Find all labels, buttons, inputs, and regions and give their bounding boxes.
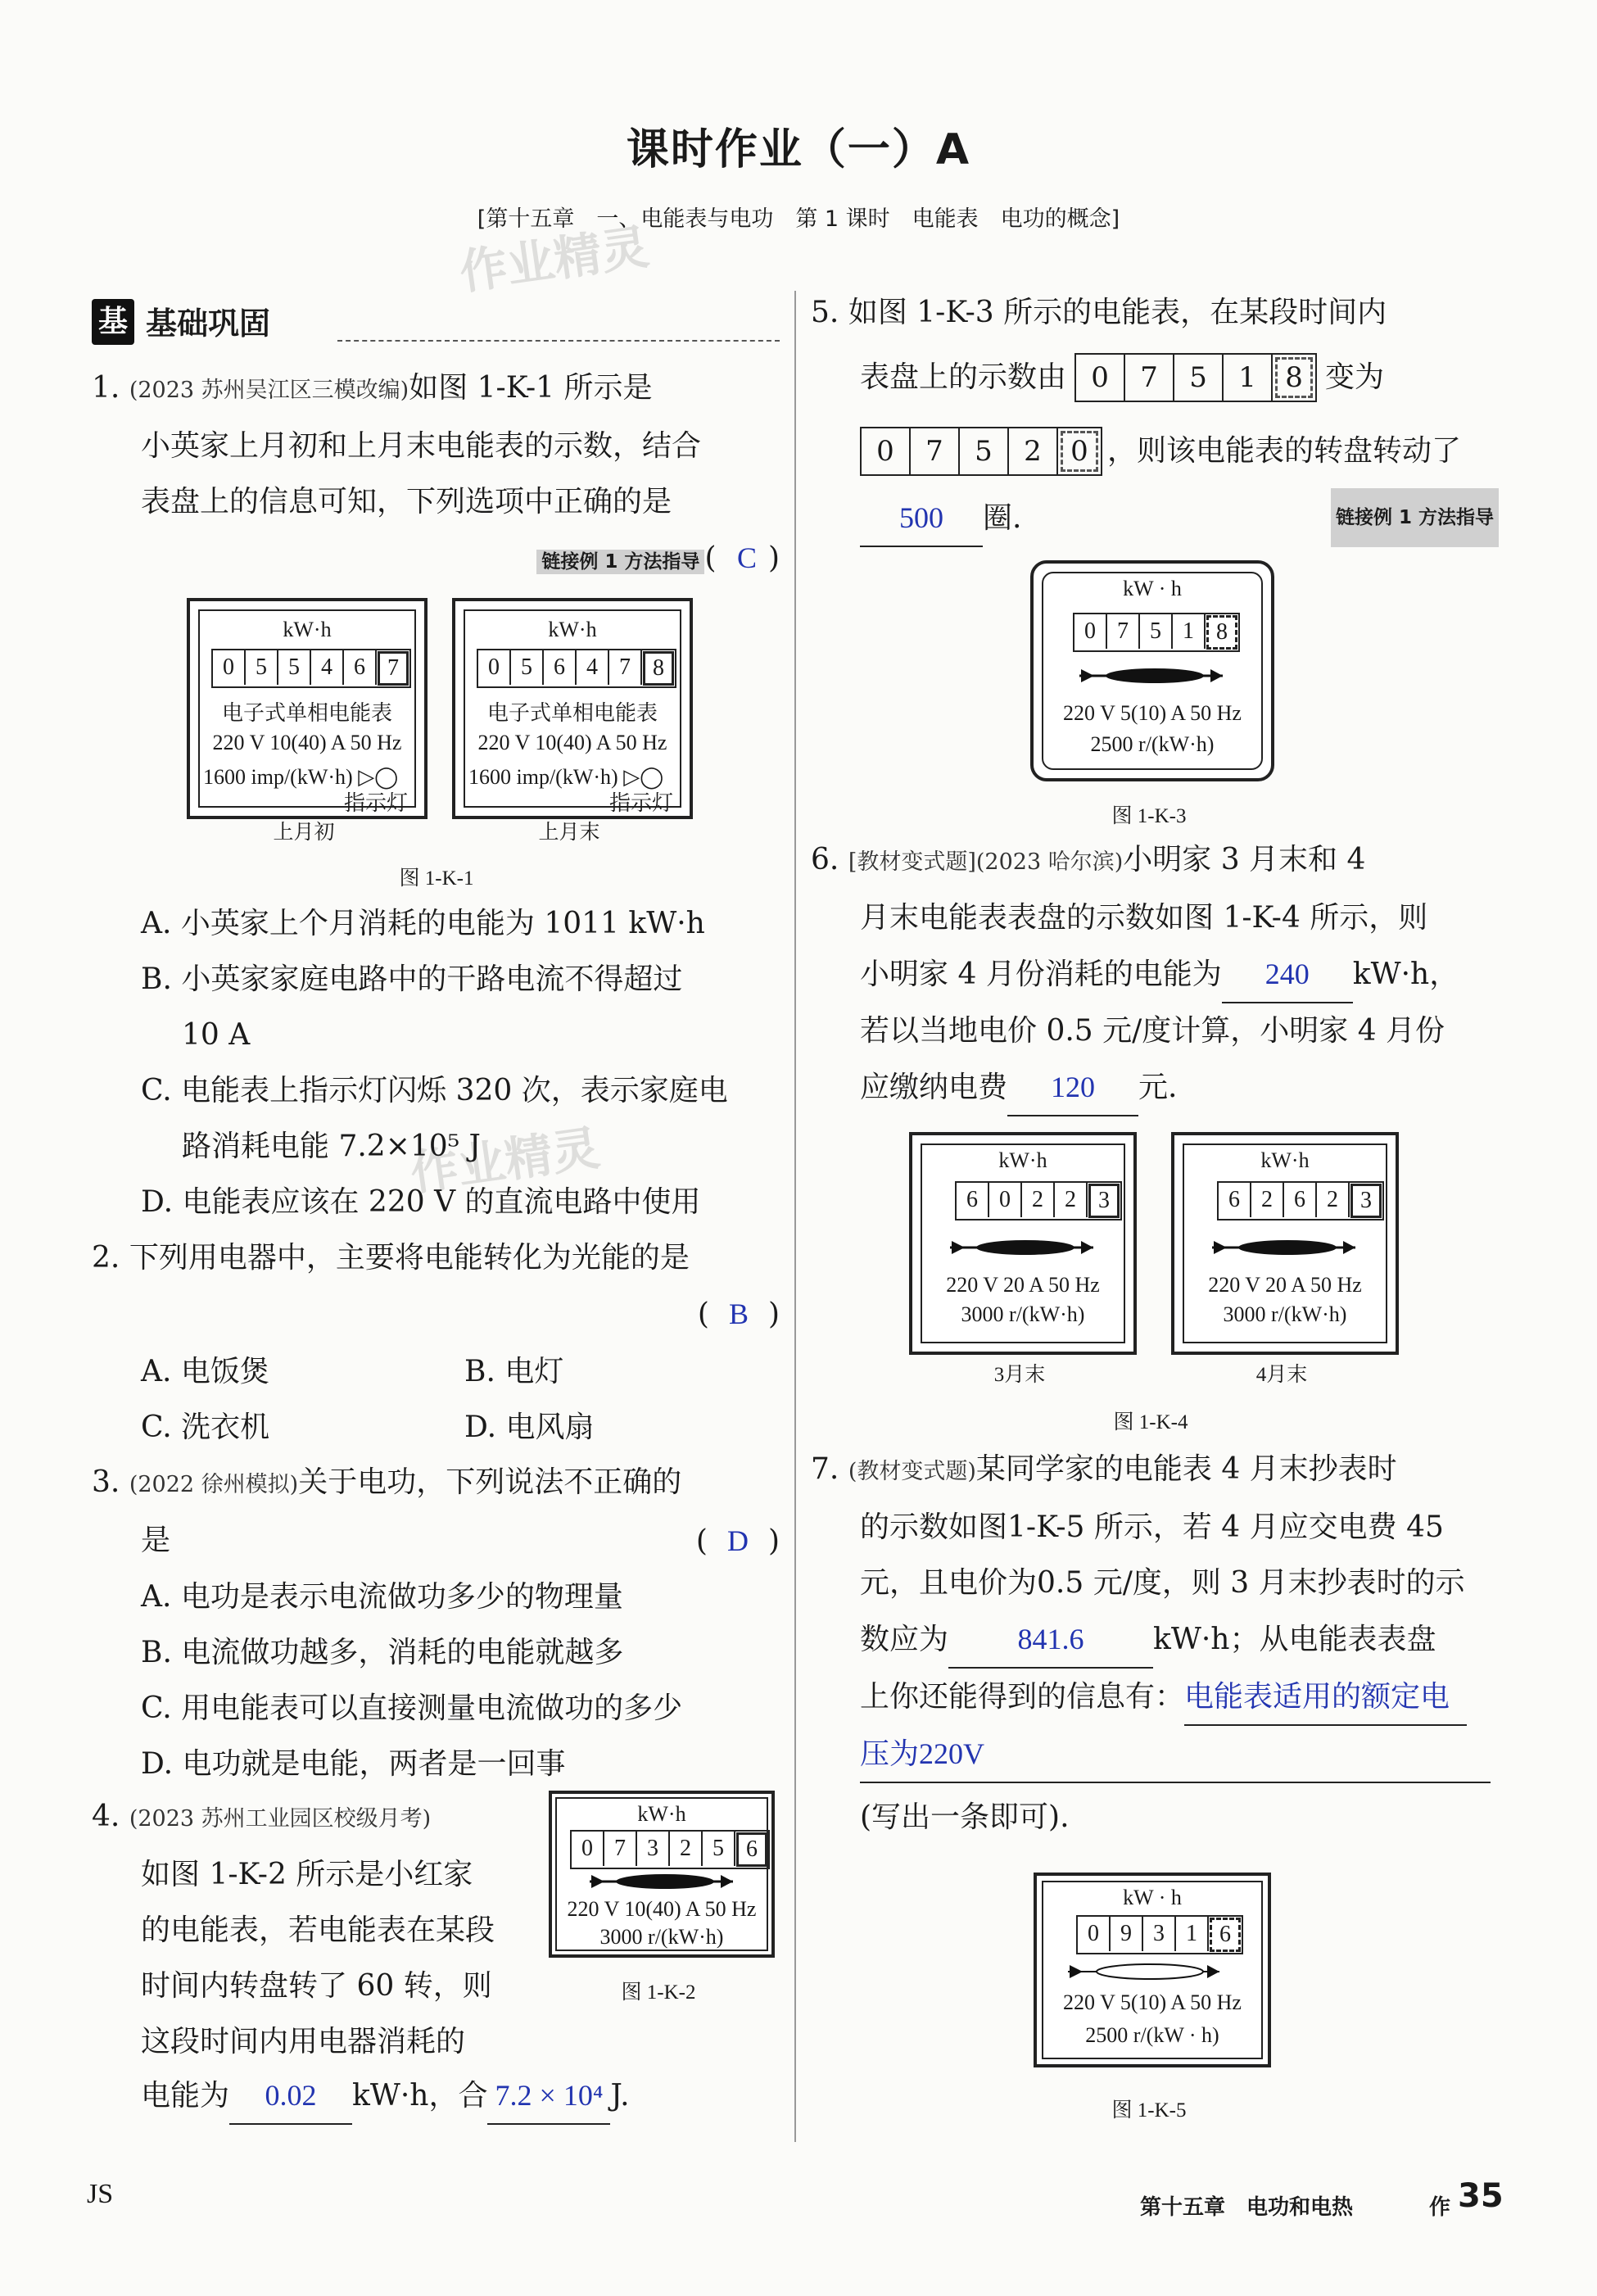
meter-figure-1b [452, 598, 693, 819]
q3-option-d: D. 电功就是电能，两者是一回事 [141, 1747, 566, 1781]
section-icon: 基 [92, 299, 134, 345]
figure-label: 上月末 [538, 822, 600, 844]
q1-paren: ) [767, 541, 780, 575]
question-1 [92, 360, 780, 590]
meter-unit: kW·h [283, 618, 332, 641]
footer-zuo: 作 [1429, 2195, 1451, 2220]
q1-option-c-cont: 路消耗电能 7.2×10⁵ J [182, 1130, 481, 1163]
q6-number: 6. [811, 843, 839, 876]
meter-figure-4b [1171, 1132, 1399, 1355]
section-divider [337, 340, 780, 342]
q7-number: 7. [811, 1452, 839, 1486]
meter-unit: kW·h [1260, 1148, 1310, 1172]
q2-option-b: B. 电灯 [464, 1355, 564, 1388]
q3-stem-cont: 是 [141, 1524, 171, 1557]
q7-line: 的示数如图1-K-5 所示，若 4 月应交电费 45 [860, 1510, 1444, 1544]
meter-digits: 0 9 3 1 6 [1076, 1915, 1243, 1954]
turntable-arrow-icon [950, 1237, 1097, 1258]
q7-source: (教材变式题) [848, 1459, 976, 1484]
meter-label: 电子式单相电能表 [486, 701, 658, 725]
q4-answer-line: 电能为 0.02 kW·h，合 7.2 × 10⁴ J. [141, 2067, 780, 2125]
q2-option-a: A. 电饭煲 [141, 1355, 269, 1388]
meter-unit: kW·h [998, 1148, 1047, 1172]
meter-constant: 3000 r/(kW·h) [599, 1925, 724, 1949]
meter-constant: 3000 r/(kW·h) [1223, 1302, 1347, 1326]
meter-figure-4a [909, 1132, 1137, 1355]
meter-unit: kW · h [1123, 577, 1182, 600]
meter-constant: 2500 r/(kW · h) [1085, 2023, 1219, 2047]
question-3: 3. (2022 徐州模拟)关于电功，下列说法不正确的 是 ( D ) A. 电功是表示电流做功多少的物理量 B. 电流做功越多，消耗的电能就越多 C. 用电能表可以直接测量电流做功的多少 D. 电功就是电能，两者是一回事 [92, 1455, 780, 1792]
figure-label: 4月末 [1255, 1364, 1308, 1386]
meter-digits: 0 5 6 4 7 8 [477, 649, 676, 688]
meter-rating: 220 V 5(10) A 50 Hz [1063, 701, 1242, 725]
meter-digits: 6 2 6 2 3 [1217, 1181, 1384, 1220]
question-4 [92, 1789, 550, 2070]
q2-stem: 下列用电器中，主要将电能转化为光能的是 [129, 1241, 690, 1275]
q3-answer: D [726, 1524, 749, 1557]
meter-constant: 1600 imp/(kW·h) ▷◯ [468, 765, 664, 789]
q1-stem-line: 小英家上月初和上月末电能表的示数，结合 [141, 429, 702, 463]
meter-rating: 220 V 20 A 50 Hz [1208, 1273, 1362, 1297]
q1-option-c: C. 电能表上指示灯闪烁 320 次，表示家庭电 [141, 1074, 728, 1107]
question-5: 5. 如图 1-K-3 所示的电能表，在某段时间内 表盘上的示数由 0 7 5 1 8 变为 0 7 5 2 0 ，则该电能表的转盘转动了 500 圈. 链接例 1 方法指导 [811, 285, 1499, 547]
q2-option-d: D. 电风扇 [464, 1411, 595, 1444]
q7-answer-2-cont: 压为220V [860, 1726, 1491, 1783]
meter-unit: kW·h [637, 1802, 686, 1826]
q1-option-b-cont: 10 A [182, 1018, 251, 1052]
q4-line: 的电能表，若电能表在某段 [141, 1913, 495, 1947]
meter-digits: 0 5 5 4 6 7 [211, 649, 411, 688]
q2-option-c: C. 洗衣机 [141, 1411, 270, 1444]
q1-answer: C [736, 541, 757, 574]
q5-reading-from: 0 7 5 1 8 [1074, 353, 1317, 402]
q3-stem: 关于电功，下列说法不正确的 [298, 1465, 682, 1499]
q3-number: 3. [92, 1465, 120, 1499]
meter-rating: 220 V 10(40) A 50 Hz [567, 1897, 757, 1921]
page-title: 课时作业（一）A [626, 125, 971, 174]
watermark: 作业精灵 [407, 1120, 604, 1202]
q3-source: (2022 徐州模拟) [129, 1472, 299, 1497]
q5-number: 5. [811, 296, 839, 329]
q6-line: 若以当地电价 0.5 元/度计算，小明家 4 月份 [860, 1014, 1445, 1048]
q4-line: 如图 1-K-2 所示是小红家 [141, 1858, 473, 1891]
indicator-lamp-icon: ▷◯ [358, 765, 399, 789]
meter-figure-5 [1034, 1873, 1271, 2067]
q2-number: 2. [92, 1241, 120, 1275]
meter-digits: 6 0 2 2 3 [955, 1181, 1122, 1220]
section-heading [92, 295, 780, 352]
q6-answer-1: 240 [1222, 946, 1353, 1003]
q4-line: 时间内转盘转了 60 转，则 [141, 1969, 492, 2003]
meter-rating: 220 V 20 A 50 Hz [946, 1273, 1100, 1297]
meter-constant: 2500 r/(kW·h) [1090, 732, 1215, 756]
meter-rating: 220 V 5(10) A 50 Hz [1063, 1990, 1242, 2014]
q6-source: [教材变式题](2023 哈尔滨) [848, 849, 1124, 875]
q3-option-b: B. 电流做功越多，消耗的电能就越多 [141, 1636, 624, 1669]
meter-constant: 3000 r/(kW·h) [961, 1302, 1085, 1326]
q1-stem: 如图 1-K-1 所示是 [409, 371, 653, 405]
figure-caption: 图 1-K-1 [399, 867, 474, 890]
question-7: 7. (教材变式题)某同学家的电能表 4 月末抄表时 的示数如图1-K-5 所示，若 4 月应交电费 45 元，且电价为0.5 元/度，则 3 月末抄表时的示 数应为 841.6 kW·h；从电能表表盘 上你还能得到的信息有：电能表适用的额定电 压为220V (写出一条即可). [811, 1442, 1499, 1845]
page-subtitle: [第十五章 一、电能表与电功 第 1 课时 电能表 电功的概念] [477, 206, 1120, 232]
footer-code: JS [87, 2179, 114, 2209]
page-number: 35 [1458, 2177, 1504, 2215]
meter-rating: 220 V 10(40) A 50 Hz [477, 731, 667, 754]
q4-source: (2023 苏州工业园区校级月考) [129, 1806, 432, 1832]
meter-figure-3 [1030, 560, 1274, 781]
q3-option-a: A. 电功是表示电流做功多少的物理量 [141, 1580, 623, 1614]
meter-label: 电子式单相电能表 [221, 701, 392, 725]
q6-line: 月末电能表表盘的示数如图 1-K-4 所示，则 [860, 901, 1428, 935]
question-6: 6. [教材变式题](2023 哈尔滨)小明家 3 月末和 4 月末电能表表盘的示数如图 1-K-4 所示，则 小明家 4 月份消耗的电能为 240 kW·h， 若以当地电价 0.5 元/度计算，小明家 4 月份 应缴纳电费 120 元. [811, 832, 1499, 1116]
figure-caption: 图 1-K-4 [1113, 1411, 1188, 1433]
q5-link-tag: 链接例 1 方法指导 [1331, 488, 1499, 547]
q2-answer: B [728, 1297, 749, 1330]
figure-label: 3月末 [993, 1364, 1046, 1386]
figure-caption: 图 1-K-2 [621, 1981, 696, 2004]
q1-option-b: B. 小英家家庭电路中的干路电流不得超过 [141, 962, 683, 996]
q6-answer-2: 120 [1007, 1059, 1138, 1116]
q7-answer-2: 电能表适用的额定电 [1184, 1669, 1467, 1726]
figure-caption: 图 1-K-5 [1111, 2099, 1187, 2122]
meter-indicator-label: 指示灯 [343, 791, 408, 815]
q4-line: 这段时间内用电器消耗的 [141, 2025, 466, 2058]
q7-line: (写出一条即可). [860, 1800, 1070, 1834]
q5-line: 表盘上的示数由 [860, 360, 1067, 394]
q3-option-c: C. 用电能表可以直接测量电流做功的多少 [141, 1691, 683, 1725]
section-title: 基础巩固 [146, 306, 271, 342]
q1-stem-line: 表盘上的信息可知，下列选项中正确的是 [141, 485, 672, 519]
q4-answer-1: 0.02 [229, 2067, 352, 2125]
q1-option-a: A. 小英家上个月消耗的电能为 1011 kW·h [141, 907, 705, 940]
q7-line: 元，且电价为0.5 元/度，则 3 月末抄表时的示 [860, 1566, 1465, 1600]
q1-link-tag: 链接例 1 方法指导 [536, 550, 704, 574]
q1-paren: ( [704, 541, 717, 575]
q1-options [141, 896, 788, 1230]
figure-label: 上月初 [273, 822, 335, 844]
figure-caption: 图 1-K-3 [1111, 805, 1187, 827]
column-divider [794, 291, 796, 2142]
meter-unit: kW · h [1123, 1886, 1182, 1909]
meter-indicator-label: 指示灯 [608, 791, 673, 815]
turntable-arrow-icon [590, 1871, 737, 1892]
question-2: 2. 下列用电器中，主要将电能转化为光能的是 ( B ) A. 电饭煲 B. 电灯 C. 洗衣机 D. 电风扇 [92, 1230, 780, 1456]
q5-reading-to: 0 7 5 2 0 [860, 427, 1102, 476]
turntable-arrow-icon [1079, 665, 1227, 686]
q1-option-d: D. 电能表应该在 220 V 的直流电路中使用 [141, 1185, 701, 1219]
turntable-arrow-icon [1212, 1237, 1359, 1258]
indicator-lamp-icon: ▷◯ [623, 765, 664, 789]
footer-chapter: 第十五章 电功和电热 [1140, 2195, 1354, 2220]
meter-unit: kW·h [548, 618, 597, 641]
meter-constant: 1600 imp/(kW·h) ▷◯ [203, 765, 399, 789]
q5-answer: 500 [860, 490, 983, 547]
q5-line: 如图 1-K-3 所示的电能表，在某段时间内 [848, 296, 1387, 329]
meter-figure-1a [187, 598, 428, 819]
q4-answer-2: 7.2 × 10⁴ [487, 2067, 610, 2125]
meter-digits: 0 7 5 1 8 [1073, 613, 1240, 652]
q4-number: 4. [92, 1800, 120, 1833]
q1-source: (2023 苏州吴江区三模改编) [129, 378, 409, 403]
meter-digits: 0 7 3 2 5 6 [570, 1830, 770, 1869]
turntable-arrow-icon [1068, 1961, 1224, 1982]
watermark: 作业精灵 [456, 219, 653, 301]
meter-figure-2 [549, 1791, 775, 1958]
meter-rating: 220 V 10(40) A 50 Hz [212, 731, 402, 754]
q1-number: 1. [92, 371, 120, 405]
q7-answer-1: 841.6 [948, 1611, 1153, 1669]
